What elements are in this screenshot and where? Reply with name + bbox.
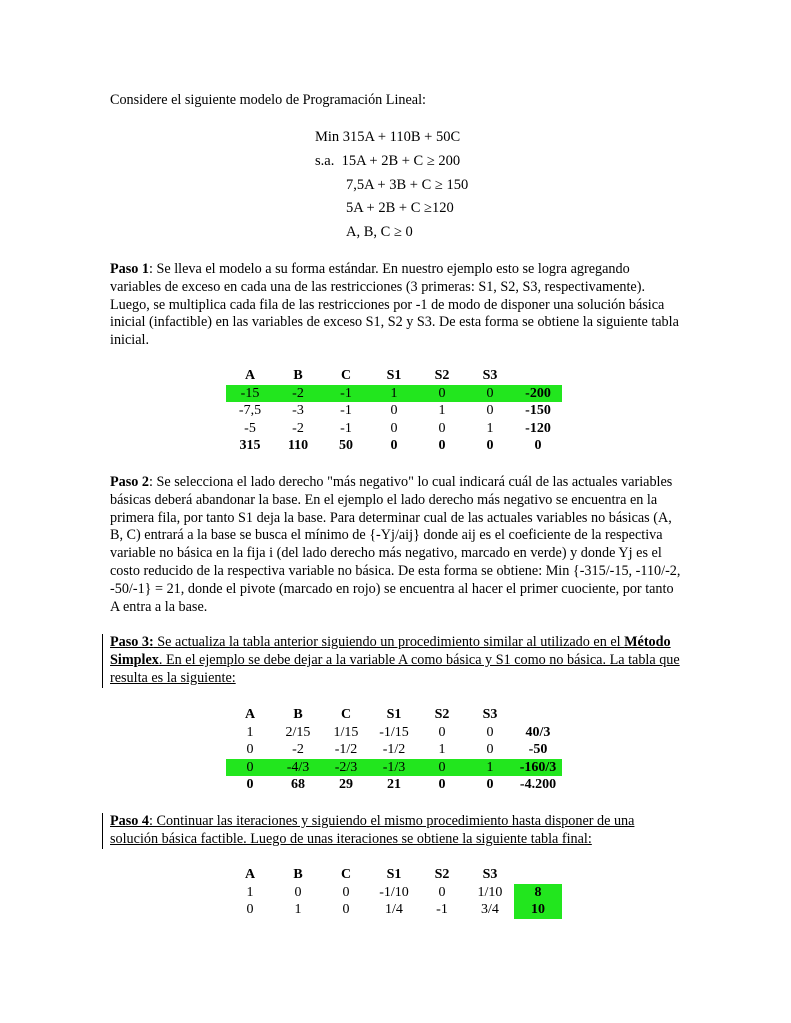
table-cell: 1 — [438, 742, 446, 758]
table-header-row — [226, 866, 562, 884]
paso3-text-2: . En el ejemplo se debe dejar a la variable A como básica y S1 como no básica. La tabla que resulta es la siguiente: — [110, 651, 680, 686]
header-cell: S3 — [482, 707, 498, 722]
paso2-paragraph — [110, 474, 682, 616]
table-cell: 1 — [438, 403, 446, 419]
header-cell: S1 — [386, 368, 402, 383]
table-cell: 315 — [239, 438, 261, 454]
paso2-text: : Se selecciona el lado derecho "más negativo" lo cual indicará cuál de las actuales variables básicas deberá abandonar la base. En el ejemplo el lado derecho más negativo se encuentra en la primera fila, por tanto S1 deja la base. Para determinar cual de las actuales variables no básicas (A, B, C) entrará a la base se busca el mínimo de {-Yj/aij} donde aij es el coeficiente de la respectiva variable no básica en la fija i (del lado derecho más negativo, marcado en verde) y donde Yj es el costo reducido de la respectiva variable no básica. De esta forma se obtiene: Min {-315/-15, -110/-2, -50/-1} = 21, donde el pivote (marcado en rojo) se encuentra al hacer el primer cuociente, por tanto A entra a la base. — [110, 474, 681, 615]
header-cell: C — [340, 368, 352, 383]
table-cell: 0 — [390, 420, 398, 436]
table-row — [226, 901, 562, 919]
header-cell: C — [340, 867, 352, 882]
header-cell: S1 — [386, 867, 402, 882]
revision-bar — [102, 813, 103, 849]
constraint-2: 7,5A + 3B + C ≥ 150 — [346, 176, 469, 193]
constraint-row-1 — [315, 150, 468, 174]
table-cell: 0 — [438, 759, 446, 775]
table-row — [226, 402, 562, 420]
header-cell: B — [293, 707, 303, 722]
table-cell: -50 — [528, 742, 548, 758]
table-cell: 0 — [342, 884, 350, 900]
header-cell: S2 — [434, 867, 450, 882]
revision-bar — [102, 634, 103, 688]
table-cell: 3/4 — [481, 902, 499, 918]
header-cell: A — [244, 368, 256, 383]
constraint-4: A, B, C ≥ 0 — [346, 224, 413, 241]
objective-function: Min 315A + 110B + 50C — [315, 129, 461, 145]
lp-model — [315, 126, 468, 245]
table-cell: 0 — [486, 438, 494, 454]
table-row — [226, 884, 562, 902]
table-cell: -1/10 — [379, 884, 409, 900]
table-cell: -4/3 — [286, 759, 310, 775]
table-cell: 40/3 — [525, 724, 551, 740]
table-cell: 110 — [287, 438, 309, 454]
table-final — [226, 866, 562, 919]
table-cell: 0 — [246, 902, 254, 918]
table-row — [226, 385, 562, 403]
table-cell: -1 — [340, 420, 352, 436]
table-iteration — [226, 706, 562, 794]
table-cell: 2/15 — [285, 724, 311, 740]
table-cell: -200 — [525, 385, 551, 401]
table-cell: 0 — [486, 777, 494, 793]
table-row — [226, 759, 562, 777]
table-cell: -1 — [340, 403, 352, 419]
header-cell: S3 — [482, 368, 498, 383]
table-cell: 0 — [486, 724, 494, 740]
table-cell: 0 — [390, 403, 398, 419]
table-row — [226, 776, 562, 794]
table-cell: -1/2 — [334, 742, 358, 758]
paso1-paragraph — [110, 261, 682, 350]
table-cell: 0 — [246, 759, 254, 775]
table-cell: -2 — [292, 385, 304, 401]
table-cell: -1/2 — [382, 742, 406, 758]
table-cell: -15 — [240, 385, 260, 401]
table-cell: 0 — [438, 385, 446, 401]
header-cell: A — [244, 707, 256, 722]
table-cell: 0 — [486, 403, 494, 419]
header-cell — [514, 367, 562, 385]
header-cell: S2 — [434, 707, 450, 722]
table-header-row — [226, 367, 562, 385]
table-cell: -7,5 — [238, 403, 262, 419]
table-cell: 1/10 — [477, 884, 503, 900]
table-cell: -120 — [525, 420, 551, 436]
table-cell: 1 — [390, 385, 398, 401]
table-row — [226, 741, 562, 759]
table-cell: -3 — [292, 403, 304, 419]
table-cell: 1 — [486, 420, 494, 436]
table-cell: -160/3 — [519, 759, 557, 775]
paso3-bold-term: Método Simplex — [110, 634, 671, 668]
paso4-paragraph — [110, 813, 684, 849]
header-cell: A — [244, 867, 256, 882]
table-cell: 0 — [486, 742, 494, 758]
table-cell: 0 — [342, 902, 350, 918]
table-cell: 0 — [390, 438, 398, 454]
header-cell: C — [340, 707, 352, 722]
table-row — [226, 420, 562, 438]
constraint-1: 15A + 2B + C ≥ 200 — [341, 152, 461, 169]
table-cell: 10 — [514, 901, 562, 919]
st-label: s.a. — [315, 152, 335, 169]
table-cell: -1 — [436, 902, 448, 918]
table-cell: -2 — [292, 420, 304, 436]
paso3-paragraph — [110, 634, 682, 687]
table-cell: 0 — [246, 742, 254, 758]
header-cell — [514, 706, 562, 724]
header-cell: S1 — [386, 707, 402, 722]
table-cell: 1/4 — [385, 902, 403, 918]
header-cell — [514, 866, 562, 884]
table-cell: 0 — [438, 420, 446, 436]
paso3-text-1: Se actualiza la tabla anterior siguiendo un procedimiento similar al utilizado en el — [153, 634, 625, 650]
table-cell: 1 — [486, 759, 494, 775]
intro-text: Considere el siguiente modelo de Programación Lineal: — [110, 92, 426, 108]
table-cell: 0 — [294, 884, 302, 900]
table-cell: 50 — [339, 438, 353, 454]
table-cell: 68 — [291, 777, 305, 793]
header-cell: B — [293, 867, 303, 882]
paso3-label: Paso 3: — [110, 634, 154, 650]
table-cell: 0 — [438, 724, 446, 740]
table-cell: -1/15 — [379, 724, 409, 740]
table-cell: -2/3 — [334, 759, 358, 775]
table-cell: 1 — [246, 724, 254, 740]
paso1-label: Paso 1 — [110, 261, 150, 277]
header-cell: S3 — [482, 867, 498, 882]
table-cell: -2 — [292, 742, 304, 758]
table-row — [226, 724, 562, 742]
table-cell: 8 — [514, 884, 562, 902]
paso2-label: Paso 2 — [110, 474, 150, 490]
constraint-3: 5A + 2B + C ≥120 — [346, 200, 454, 217]
table-cell: 1 — [294, 902, 302, 918]
table-cell: 0 — [438, 777, 446, 793]
table-cell: -1/3 — [382, 759, 406, 775]
table-cell: 1/15 — [333, 724, 359, 740]
header-cell: S2 — [434, 368, 450, 383]
table-cell: 29 — [339, 777, 353, 793]
table-cell: 0 — [438, 438, 446, 454]
table-cell: 0 — [486, 385, 494, 401]
paso4-label: Paso 4 — [110, 813, 150, 829]
table-cell: 0 — [534, 438, 542, 454]
table-cell: 0 — [438, 884, 446, 900]
table-cell: 0 — [246, 777, 254, 793]
table-cell: -1 — [340, 385, 352, 401]
paso4-text: : Continuar las iteraciones y siguiendo el mismo procedimiento hasta disponer de una solución básica factible. Luego de unas iteraciones se obtiene la siguiente tabla final: — [110, 813, 635, 847]
table-row — [226, 437, 562, 455]
table-header-row — [226, 706, 562, 724]
table-cell: 1 — [246, 884, 254, 900]
table-cell: -150 — [525, 403, 551, 419]
table-cell: -4.200 — [519, 777, 557, 793]
table-cell: -5 — [244, 420, 256, 436]
table-cell: 21 — [387, 777, 401, 793]
table-initial — [226, 367, 562, 455]
paso1-text: : Se lleva el modelo a su forma estándar. En nuestro ejemplo esto se logra agregando variables de exceso en cada una de las restricciones (3 primeras: S1, S2, S3, respectivamente). Luego, se multiplica cada fila de las restricciones por -1 de modo de disponer una solución básica inicial (infactible) en las variables de exceso S1, S2 y S3. De esta forma se obtiene la siguiente tabla inicial. — [110, 261, 679, 349]
header-cell: B — [293, 368, 303, 383]
